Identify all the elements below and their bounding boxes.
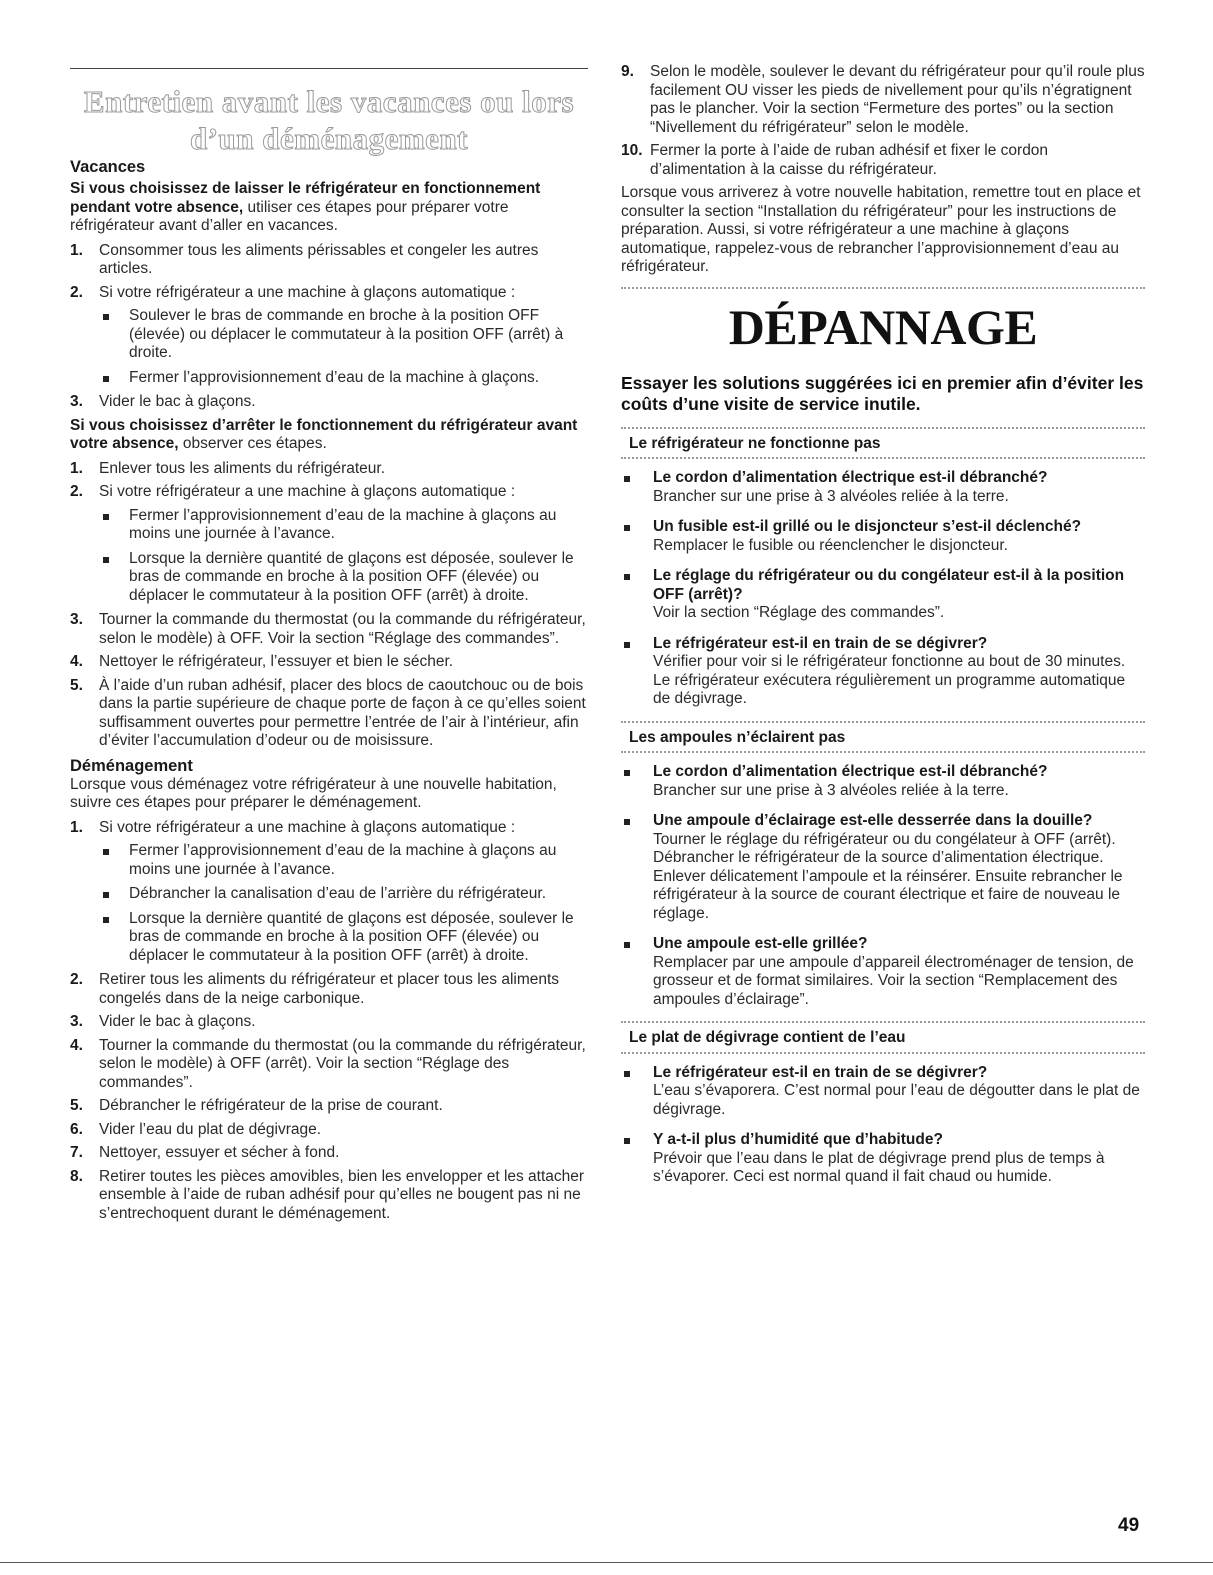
step-number: 1. (70, 241, 83, 259)
bullet-text: Soulever le bras de commande en broche à la position OFF (élevée) ou déplacer le commutateur à la position OFF (arrêt) à droite. (129, 307, 564, 361)
step-number: 7. (70, 1144, 83, 1161)
step-number: 2. (70, 483, 83, 500)
step-text: Vider le bac à glaçons. (99, 393, 256, 410)
step (70, 1168, 588, 1224)
vacances-option1-lead: Si vous choisissez de laisser le réfrigérateur en fonctionnement pendant votre absence, (70, 180, 541, 216)
step (70, 1037, 588, 1093)
bullet-square-icon (624, 476, 630, 482)
bullet-square-icon (624, 942, 630, 948)
step-number: 3. (70, 1013, 83, 1030)
step-text: Retirer toutes les pièces amovibles, bien les envelopper et les attacher ensemble à l’aide de ruban adhésif pour qu’elles ne bougent pas ni ne s’entrechoquent durant le déménagement. (99, 1167, 585, 1222)
step (70, 284, 588, 388)
step-text: Fermer la porte à l’aide de ruban adhésif et fixer le cordon d’alimentation à la caisse du réfrigérateur. (650, 142, 1049, 178)
bullet-square-icon (103, 892, 109, 898)
section-title: Entretien avant les vacances ou lors d’un déménagement (83, 84, 575, 156)
bullet-square-icon (103, 917, 109, 923)
divider (621, 751, 1145, 755)
step-number: 4. (70, 1036, 83, 1054)
bullet-item (99, 507, 588, 544)
bullet-item (99, 885, 588, 904)
trouble-item (621, 1131, 1145, 1187)
trouble-answer: Tourner le réglage du réfrigérateur ou du congélateur à OFF (arrêt). Débrancher le réfrigérateur de la source d’alimentation électrique. Enlever délicatement l’ampoule et la réinsérer. Ensuite rebrancher le réfrigérateur à la source de courant électrique et faire de nouveau le réglage. (653, 830, 1123, 922)
step-text: Enlever tous les aliments du réfrigérateur. (99, 459, 386, 477)
step-text: Si votre réfrigérateur a une machine à glaçons automatique : (99, 483, 516, 500)
step-text: Retirer tous les aliments du réfrigérateur et placer tous les aliments congelés dans de la neige carbonique. (99, 971, 560, 1007)
bullet-list (99, 842, 588, 965)
step (70, 1144, 588, 1163)
step-text: Tourner la commande du thermostat (ou la commande du réfrigérateur, selon le modèle) à OFF (arrêt). Voir la section “Réglage des commandes”. (99, 1036, 586, 1091)
depannage-title: DÉPANNAGE (728, 298, 1038, 355)
trouble-item (621, 567, 1145, 623)
trouble-section-heading: Le plat de dégivrage contient de l’eau (629, 1029, 906, 1046)
step-number: 3. (70, 393, 83, 410)
bullet-list (99, 507, 588, 606)
bullet-square-icon (624, 525, 630, 531)
trouble-question: Le cordon d’alimentation électrique est-il débranché? (653, 763, 1048, 780)
bullet-item (99, 842, 588, 879)
trouble-item (621, 1064, 1145, 1120)
bullet-text: Débrancher la canalisation d’eau de l’arrière du réfrigérateur. (129, 885, 547, 902)
trouble-question: Le réfrigérateur est-il en train de se dégivrer? (653, 634, 988, 652)
trouble-question: Le réglage du réfrigérateur ou du congélateur est-il à la position OFF (arrêt)? (653, 567, 1125, 603)
bottom-rule (0, 1562, 1213, 1563)
trouble-question: Le réfrigérateur est-il en train de se dégivrer? (653, 1063, 988, 1081)
vacances-heading: Vacances (70, 158, 146, 176)
bullet-square-icon (624, 770, 630, 776)
step-number: 1. (70, 818, 83, 836)
bullet-square-icon (624, 819, 630, 825)
demenagement-heading: Déménagement (70, 756, 193, 775)
step-text: À l’aide d’un ruban adhésif, placer des blocs de caoutchouc ou de bois dans la partie supérieure de chaque porte de façon à ce qu’elles soient suffisamment ouvertes pour permettre l’entrée de l’air à l’intérieur, afin d’éviter l’accumulation d’odeur ou de moisissure. (99, 676, 586, 749)
vacances-option2-steps (70, 460, 588, 751)
step-text: Vider le bac à glaçons. (99, 1013, 256, 1030)
demenagement-closing: Lorsque vous arriverez à votre nouvelle habitation, remettre tout en place et consulter la section “Installation du réfrigérateur” pour les instructions de préparation. Aussi, si votre réfrigérateur a une machine à glaçons automatique, rappelez-vous de rebrancher l’approvisionnement d’eau au réfrigérateur. (621, 184, 1141, 275)
trouble-item (621, 469, 1145, 506)
depannage-intro: Essayer les solutions suggérées ici en premier afin d’éviter les coûts d’une visite de service inutile. (621, 372, 1144, 414)
step-number: 2. (70, 283, 83, 301)
step (621, 142, 1145, 179)
left-column (70, 153, 588, 1228)
step-text: Selon le modèle, soulever le devant du réfrigérateur pour qu’il roule plus facilement OU visser les pieds de nivellement pour qu’ils n’égratignent pas le plancher. Voir la section “Fermeture des portes” ou la section “Nivellement du réfrigérateur” selon le modèle. (650, 63, 1145, 136)
trouble-item (621, 635, 1145, 709)
step (70, 1097, 588, 1116)
trouble-answer: Remplacer le fusible ou réenclencher le disjoncteur. (653, 536, 1008, 554)
step (70, 677, 588, 751)
divider (621, 1052, 1145, 1056)
step (70, 460, 588, 479)
trouble-item (621, 763, 1145, 800)
bullet-text: Fermer l’approvisionnement d’eau de la machine à glaçons. (129, 368, 540, 386)
step (70, 819, 588, 966)
bullet-text: Lorsque la dernière quantité de glaçons est déposée, soulever le bras de commande en broche à la position OFF (élevée) ou déplacer le commutateur à la position OFF (arrêt) à droite. (129, 909, 574, 964)
demenagement-steps (70, 819, 588, 1224)
bullet-text: Fermer l’approvisionnement d’eau de la machine à glaçons au moins une journée à l’avance. (129, 506, 557, 542)
step-number: 10. (621, 142, 643, 159)
bullet-square-icon (103, 849, 109, 855)
trouble-section-heading: Le réfrigérateur ne fonctionne pas (629, 434, 881, 452)
trouble-question: Le cordon d’alimentation électrique est-il débranché? (653, 469, 1048, 486)
step (70, 242, 588, 279)
trouble-item (621, 518, 1145, 555)
step-number: 2. (70, 971, 83, 988)
vacances-option1-intro (70, 180, 588, 236)
bullet-square-icon (624, 642, 630, 648)
step (70, 971, 588, 1008)
trouble-list (621, 1064, 1145, 1187)
top-rule (70, 68, 588, 69)
bullet-text: Lorsque la dernière quantité de glaçons est déposée, soulever le bras de commande en broche à la position OFF (élevée) ou déplacer le commutateur à la position OFF (arrêt) à droite. (129, 549, 574, 604)
right-column (621, 63, 1145, 1199)
step-number: 4. (70, 653, 83, 670)
step-number: 8. (70, 1167, 83, 1185)
bullet-item (99, 369, 588, 388)
step (70, 611, 588, 648)
step-number: 1. (70, 459, 83, 477)
divider (621, 457, 1145, 461)
bullet-square-icon (103, 514, 109, 520)
vacances-option1-steps (70, 242, 588, 412)
step-text: Si votre réfrigérateur a une machine à glaçons automatique : (99, 818, 516, 836)
bullet-square-icon (624, 1138, 630, 1144)
trouble-section-heading: Les ampoules n’éclairent pas (629, 728, 846, 746)
trouble-item (621, 812, 1145, 923)
step (70, 393, 588, 412)
step-number: 9. (621, 63, 634, 80)
step-number: 5. (70, 676, 83, 694)
step (70, 1121, 588, 1140)
trouble-answer: L’eau s’évaporera. C’est normal pour l’eau de dégoutter dans le plat de dégivrage. (653, 1082, 1140, 1118)
bullet-square-icon (103, 314, 109, 320)
bullet-list (99, 307, 588, 387)
trouble-answer: Remplacer par une ampoule d’appareil électroménager de tension, de grosseur et de format similaires. Voir la section “Remplacement des ampoules d’éclairage”. (653, 953, 1134, 1008)
bullet-item (99, 307, 588, 363)
trouble-answer: Voir la section “Réglage des commandes”. (653, 604, 945, 621)
trouble-list (621, 469, 1145, 709)
trouble-answer: Brancher sur une prise à 3 alvéoles reliée à la terre. (653, 487, 1009, 505)
bullet-square-icon (624, 574, 630, 580)
trouble-question: Y a-t-il plus d’humidité que d’habitude? (653, 1131, 943, 1148)
step-number: 5. (70, 1097, 83, 1114)
step (70, 1013, 588, 1032)
step (70, 483, 588, 605)
step-text: Nettoyer, essuyer et sécher à fond. (99, 1144, 340, 1161)
trouble-list (621, 763, 1145, 1009)
bullet-square-icon (624, 1071, 630, 1077)
trouble-question: Un fusible est-il grillé ou le disjoncteur s’est-il déclenché? (653, 518, 1082, 535)
step (70, 653, 588, 672)
vacances-option1-rest: utiliser ces étapes pour préparer votre réfrigérateur avant d’aller en vacances. (70, 198, 509, 234)
bullet-text: Fermer l’approvisionnement d’eau de la machine à glaçons au moins une journée à l’avance. (129, 842, 557, 878)
bullet-item (99, 550, 588, 606)
vacances-option2-intro (70, 417, 588, 454)
trouble-question: Une ampoule est-elle grillée? (653, 935, 868, 952)
vacances-option2-rest: observer ces étapes. (178, 435, 327, 452)
page-number: 49 (1118, 1515, 1140, 1536)
step-text: Tourner la commande du thermostat (ou la commande du réfrigérateur, selon le modèle) à OFF. Voir la section “Réglage des commandes”. (99, 611, 586, 647)
vacances-option2-lead: Si vous choisissez d’arrêter le fonctionnement du réfrigérateur avant votre absence, (70, 416, 578, 452)
step-text: Consommer tous les aliments périssables et congeler les autres articles. (99, 241, 539, 277)
step-text: Nettoyer le réfrigérateur, l’essuyer et bien le sécher. (99, 653, 454, 670)
step-text: Si votre réfrigérateur a une machine à glaçons automatique : (99, 283, 516, 301)
bullet-item (99, 910, 588, 966)
trouble-answer: Prévoir que l’eau dans le plat de dégivrage prend plus de temps à s’évaporer. Ceci est normal quand il fait chaud ou humide. (653, 1149, 1105, 1185)
trouble-answer: Vérifier pour voir si le réfrigérateur fonctionne au bout de 30 minutes. Le réfrigérateur exécutera régulièrement un programme automatique de dégivrage. (653, 653, 1126, 707)
step-number: 6. (70, 1120, 83, 1138)
trouble-item (621, 935, 1145, 1009)
bullet-square-icon (103, 376, 109, 382)
bullet-square-icon (103, 557, 109, 563)
step-text: Vider l’eau du plat de dégivrage. (99, 1120, 322, 1138)
trouble-answer: Brancher sur une prise à 3 alvéoles reliée à la terre. (653, 781, 1009, 799)
trouble-question: Une ampoule d’éclairage est-elle desserrée dans la douille? (653, 812, 1093, 829)
demenagement-steps-continued (621, 63, 1145, 179)
step (621, 63, 1145, 137)
step-text: Débrancher le réfrigérateur de la prise de courant. (99, 1097, 443, 1114)
divider (621, 287, 1145, 291)
step-number: 3. (70, 611, 83, 628)
demenagement-intro: Lorsque vous déménagez votre réfrigérateur à une nouvelle habitation, suivre ces étapes pour préparer le déménagement. (70, 775, 557, 811)
